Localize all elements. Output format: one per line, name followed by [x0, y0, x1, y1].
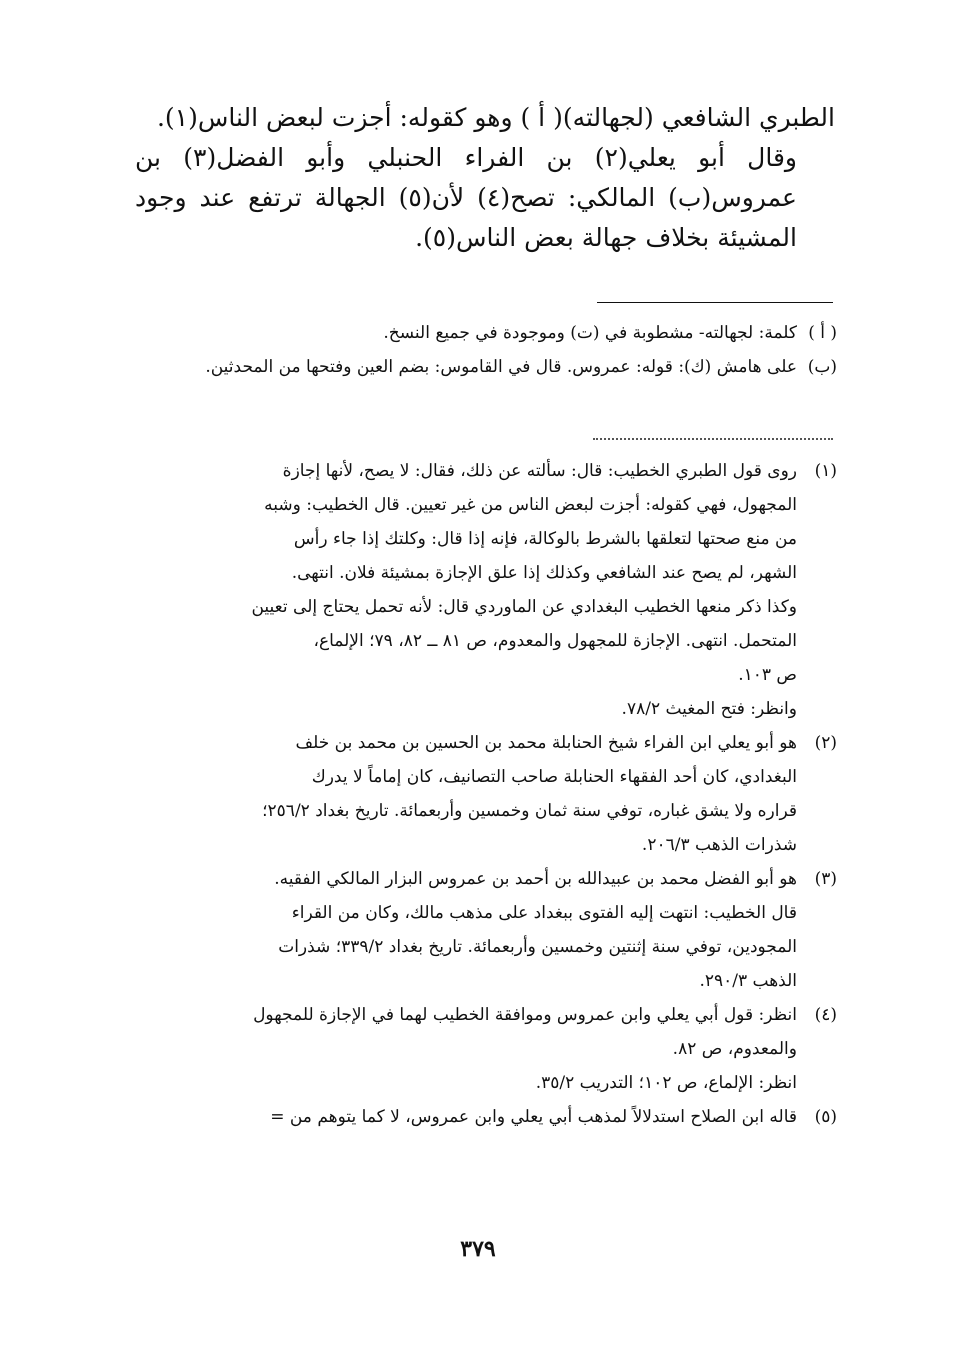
- variant-note-marker: ( أ ): [808, 323, 837, 343]
- footnote-line: شذرات الذهب ٢٠٦/٣.: [641, 835, 797, 855]
- footnote-3: [137, 862, 837, 896]
- footnote-line: الذهب ٢٩٠/٣.: [699, 971, 797, 991]
- footnote-marker: (٣): [814, 869, 837, 889]
- footnote-line: هو أبو يعلي ابن الفراء شيخ الحنابلة محمد بن الحسين بن محمد بن خلف: [295, 733, 797, 753]
- variant-note-text: كلمة: لجهالته- مشطوبة في (ت) وموجودة في جميع النسخ.: [383, 323, 797, 343]
- variant-notes: [137, 316, 837, 384]
- footnote-line: قراره ولا يشق غباره، توفي سنة ثمان وخمسين وأربعمائة. تاريخ بغداد ٢٥٦/٢؛: [262, 801, 797, 821]
- variant-note-b: [137, 350, 837, 384]
- footnote-line: روى قول الطبري الخطيب: قال: سألته عن ذلك، فقال: لا يصح، لأنها إجازة: [282, 461, 797, 481]
- page-number: ٣٧٩: [460, 1236, 496, 1262]
- footnote-line: ص ١٠٣.: [738, 665, 797, 685]
- footnotes: [137, 454, 837, 1134]
- footnote-1-continuation: [137, 590, 837, 692]
- main-paragraph-2: وقال أبو يعلي(٢) بن الفراء الحنبلي وأبو الفضل(٣) بن عمروس(ب) المالكي: تصح(٤) لأن(٥) الجهالة ترتفع عند وجود المشيئة بخلاف جهالة بعض الناس(٥).: [135, 143, 797, 252]
- footnote-marker: (٥): [814, 1107, 837, 1127]
- main-paragraph-1: الطبري الشافعي (لجهالته)( أ ) وهو كقوله: أجزت لبعض الناس(١).: [156, 103, 835, 132]
- dotted-separator: [593, 438, 833, 440]
- footnote-line: من منع صحتها لتعلقها بالشرط بالوكالة، فإنه إذا قال: وكلتك إذا جاء رأس: [293, 529, 797, 549]
- footnote-4-continuation: [137, 1066, 837, 1100]
- variant-note-text: على هامش (ك): قوله: عمروس. قال في القاموس: بضم العين وفتحها من المحدثين.: [205, 357, 797, 377]
- footnote-4: [137, 998, 837, 1066]
- footnote-line: المجودين، توفي سنة إثنتين وخمسين وأربعمائة. تاريخ بغداد ٣٣٩/٢؛ شذرات: [278, 937, 797, 957]
- footnote-1: [137, 454, 837, 590]
- footnote-line: المتحمل. انتهى. الإجازة للمجهول والمعدوم، ص ٨١ ــ ٨٢، ٧٩؛ الإلماع،: [313, 631, 797, 651]
- main-text: [135, 98, 835, 258]
- footnote-line: البغدادي، كان أحد الفقهاء الحنابلة صاحب التصانيف، كان إماماً لا يدرك: [311, 767, 797, 787]
- footnote-line: والمعدوم، ص ٨٢.: [672, 1039, 797, 1059]
- footnote-line: انظر: قول أبي يعلي وابن عمروس وموافقة الخطيب لهما في الإجازة للمجهول: [253, 1005, 797, 1025]
- footnote-line: قاله ابن الصلاح استدلالاً لمذهب أبي يعلي وابن عمروس، لا كما يتوهم من =: [270, 1107, 797, 1127]
- footnote-line: الشهر، لم يصح عند الشافعي وكذلك إذا علق الإجازة بمشيئة فلان. انتهى.: [291, 563, 797, 583]
- footnote-3-continuation: [137, 896, 837, 998]
- variant-note-a: [137, 316, 837, 350]
- footnote-marker: (٢): [814, 733, 837, 753]
- footnote-marker: (٤): [814, 1005, 837, 1025]
- footnote-line: وكذا ذكر منعها الخطيب البغدادي عن الماوردي قال: لأنه تحمل يحتاج إلى تعيين: [251, 597, 797, 617]
- footnote-line: المجهول، فهي كقوله: أجزت لبعض الناس من غير تعيين. قال الخطيب: وشبه: [264, 495, 797, 515]
- footnote-separator: [597, 302, 833, 303]
- footnote-marker: (١): [814, 461, 837, 481]
- footnote-1-continuation: [137, 692, 837, 726]
- variant-note-marker: (ب): [807, 357, 837, 377]
- footnote-line: هو أبو الفضل محمد بن عبيدالله بن أحمد بن عمروس البزار المالكي الفقيه.: [274, 869, 797, 889]
- footnote-line: قال الخطيب: انتهت إليه الفتوى ببغداد على مذهب مالك، وكان من القراء: [291, 903, 797, 923]
- footnote-line: وانظر: فتح المغيث ٧٨/٢.: [621, 699, 797, 719]
- footnote-2: [137, 726, 837, 862]
- footnote-line: انظر: الإلماع، ص ١٠٢؛ التدريب ٣٥/٢.: [535, 1073, 797, 1093]
- footnote-5: [137, 1100, 837, 1134]
